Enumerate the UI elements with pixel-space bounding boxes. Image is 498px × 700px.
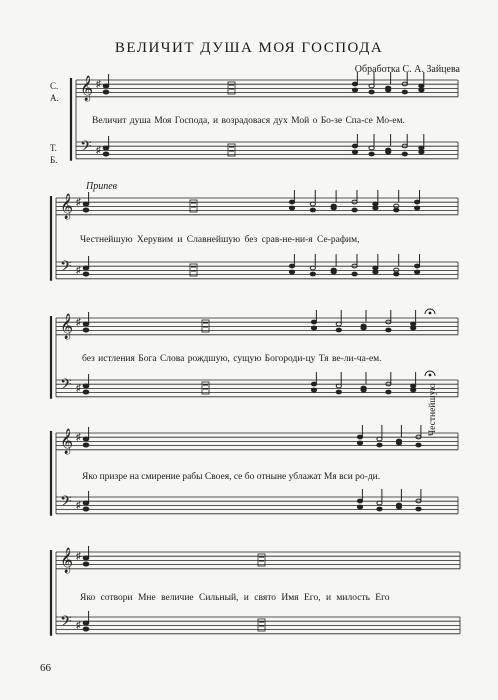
- note-head: [83, 621, 89, 625]
- note-head: [289, 264, 294, 268]
- bass-clef: 𝄢: [60, 376, 72, 397]
- sharp-sign: ♯: [76, 551, 81, 562]
- note-head: [352, 144, 357, 148]
- note-head: [386, 150, 391, 154]
- note-head: [289, 206, 294, 210]
- note-head: [357, 499, 362, 503]
- fermata-dot: [429, 312, 431, 314]
- note-head: [83, 437, 89, 441]
- sharp-sign: ♯: [96, 79, 101, 90]
- note-head: [377, 501, 382, 505]
- note-head: [331, 270, 336, 274]
- note-head: [352, 82, 357, 86]
- note-head: [419, 88, 424, 92]
- note-head: [402, 90, 407, 94]
- note-head: [357, 441, 362, 445]
- note-head: [336, 390, 341, 394]
- note-head: [83, 507, 89, 511]
- note-head: [352, 208, 357, 212]
- bass-clef: 𝄢: [60, 258, 72, 279]
- note-head: [103, 84, 109, 88]
- note-head: [103, 90, 109, 94]
- note-head: [369, 84, 374, 88]
- note-head: [411, 326, 416, 330]
- note-head: [377, 507, 382, 511]
- note-head: [357, 505, 362, 509]
- note-head: [361, 326, 366, 330]
- note-head: [83, 562, 89, 566]
- note-head: [373, 270, 378, 274]
- note-head: [394, 272, 399, 276]
- note-head: [373, 202, 378, 206]
- note-head: [331, 206, 336, 210]
- note-head: [83, 208, 89, 212]
- lyrics-line-5: Яко сотвори Мне величие Сильный, и свято Имя Его, и милость Его: [80, 593, 390, 603]
- voice-label-upper: С. А.: [50, 81, 59, 103]
- note-head: [83, 627, 89, 631]
- note-head: [83, 390, 89, 394]
- note-head: [377, 443, 382, 447]
- note-head: [416, 443, 421, 447]
- note-head: [416, 507, 421, 511]
- note-head: [373, 206, 378, 210]
- sharp-sign: ♯: [76, 265, 81, 276]
- lyrics-line-4: Яко призре на смирение рабы Своея, се бо отныне ублажат Мя вси ро-ди.: [82, 472, 381, 482]
- bass-clef: 𝄢: [60, 613, 72, 634]
- note-head: [386, 390, 391, 394]
- note-head: [83, 501, 89, 505]
- voice-label-lower: Т. Б.: [50, 143, 58, 165]
- note-head: [83, 322, 89, 326]
- note-head: [103, 152, 109, 156]
- note-head: [415, 206, 420, 210]
- treble-clef: 𝄞: [80, 76, 94, 101]
- sharp-sign: ♯: [76, 197, 81, 208]
- note-head: [415, 200, 420, 204]
- treble-clef: 𝄞: [60, 194, 74, 219]
- note-head: [83, 272, 89, 276]
- note-head: [336, 328, 341, 332]
- note-head: [386, 328, 391, 332]
- note-head: [357, 435, 362, 439]
- note-head: [415, 264, 420, 268]
- sharp-sign: ♯: [96, 145, 101, 156]
- note-head: [336, 322, 341, 326]
- page-title: ВЕЛИЧИТ ДУША МОЯ ГОСПОДА: [114, 40, 384, 56]
- note-head: [310, 202, 315, 206]
- sharp-sign: ♯: [76, 432, 81, 443]
- note-head: [369, 90, 374, 94]
- note-head: [419, 150, 424, 154]
- note-head: [289, 270, 294, 274]
- note-head: [361, 388, 366, 392]
- note-head: [352, 88, 357, 92]
- lyrics-line-1: Величит душа Моя Господа, и возрадовася дух Мой о Бо-зе Спа-се Мо-ем.: [92, 116, 405, 126]
- fermata-dot: [429, 374, 431, 376]
- note-head: [103, 146, 109, 150]
- lyrics-line-3: без истления Бога Слова рождшую, сущую Богороди-цу Тя ве-ли-ча-ем.: [82, 354, 382, 364]
- note-head: [411, 322, 416, 326]
- note-head: [311, 320, 316, 324]
- note-head: [310, 208, 315, 212]
- refrain-label: Припев: [86, 181, 118, 192]
- lyrics-line-2: Честнейшую Херувим и Славнейшую без срав-не-ни-я Се-рафим,: [80, 235, 360, 245]
- treble-clef: 𝄞: [60, 548, 74, 573]
- note-head: [83, 328, 89, 332]
- note-head: [83, 384, 89, 388]
- side-note: Честнейшую: [428, 383, 438, 436]
- page-number: 66: [40, 662, 51, 674]
- note-head: [369, 146, 374, 150]
- sharp-sign: ♯: [76, 317, 81, 328]
- note-head: [419, 146, 424, 150]
- note-head: [394, 208, 399, 212]
- treble-clef: 𝄞: [60, 429, 74, 454]
- note-head: [83, 202, 89, 206]
- sharp-sign: ♯: [76, 500, 81, 511]
- bass-clef: 𝄢: [60, 493, 72, 514]
- bass-clef: 𝄢: [80, 138, 92, 159]
- note-head: [83, 556, 89, 560]
- note-head: [411, 384, 416, 388]
- note-head: [310, 272, 315, 276]
- note-head: [411, 388, 416, 392]
- arranger-credit: Обработка С. А. Зайцева: [354, 64, 460, 75]
- note-head: [402, 152, 407, 156]
- note-head: [352, 272, 357, 276]
- note-head: [311, 326, 316, 330]
- note-head: [83, 443, 89, 447]
- sharp-sign: ♯: [76, 620, 81, 631]
- note-head: [336, 384, 341, 388]
- note-head: [373, 266, 378, 270]
- note-head: [396, 441, 401, 445]
- note-head: [377, 437, 382, 441]
- note-head: [386, 88, 391, 92]
- note-head: [419, 84, 424, 88]
- note-head: [83, 266, 89, 270]
- note-head: [311, 388, 316, 392]
- note-head: [396, 505, 401, 509]
- note-head: [415, 270, 420, 274]
- sharp-sign: ♯: [76, 383, 81, 394]
- note-head: [289, 200, 294, 204]
- note-head: [369, 152, 374, 156]
- note-head: [310, 266, 315, 270]
- treble-clef: 𝄞: [60, 314, 74, 339]
- note-head: [352, 150, 357, 154]
- note-head: [311, 382, 316, 386]
